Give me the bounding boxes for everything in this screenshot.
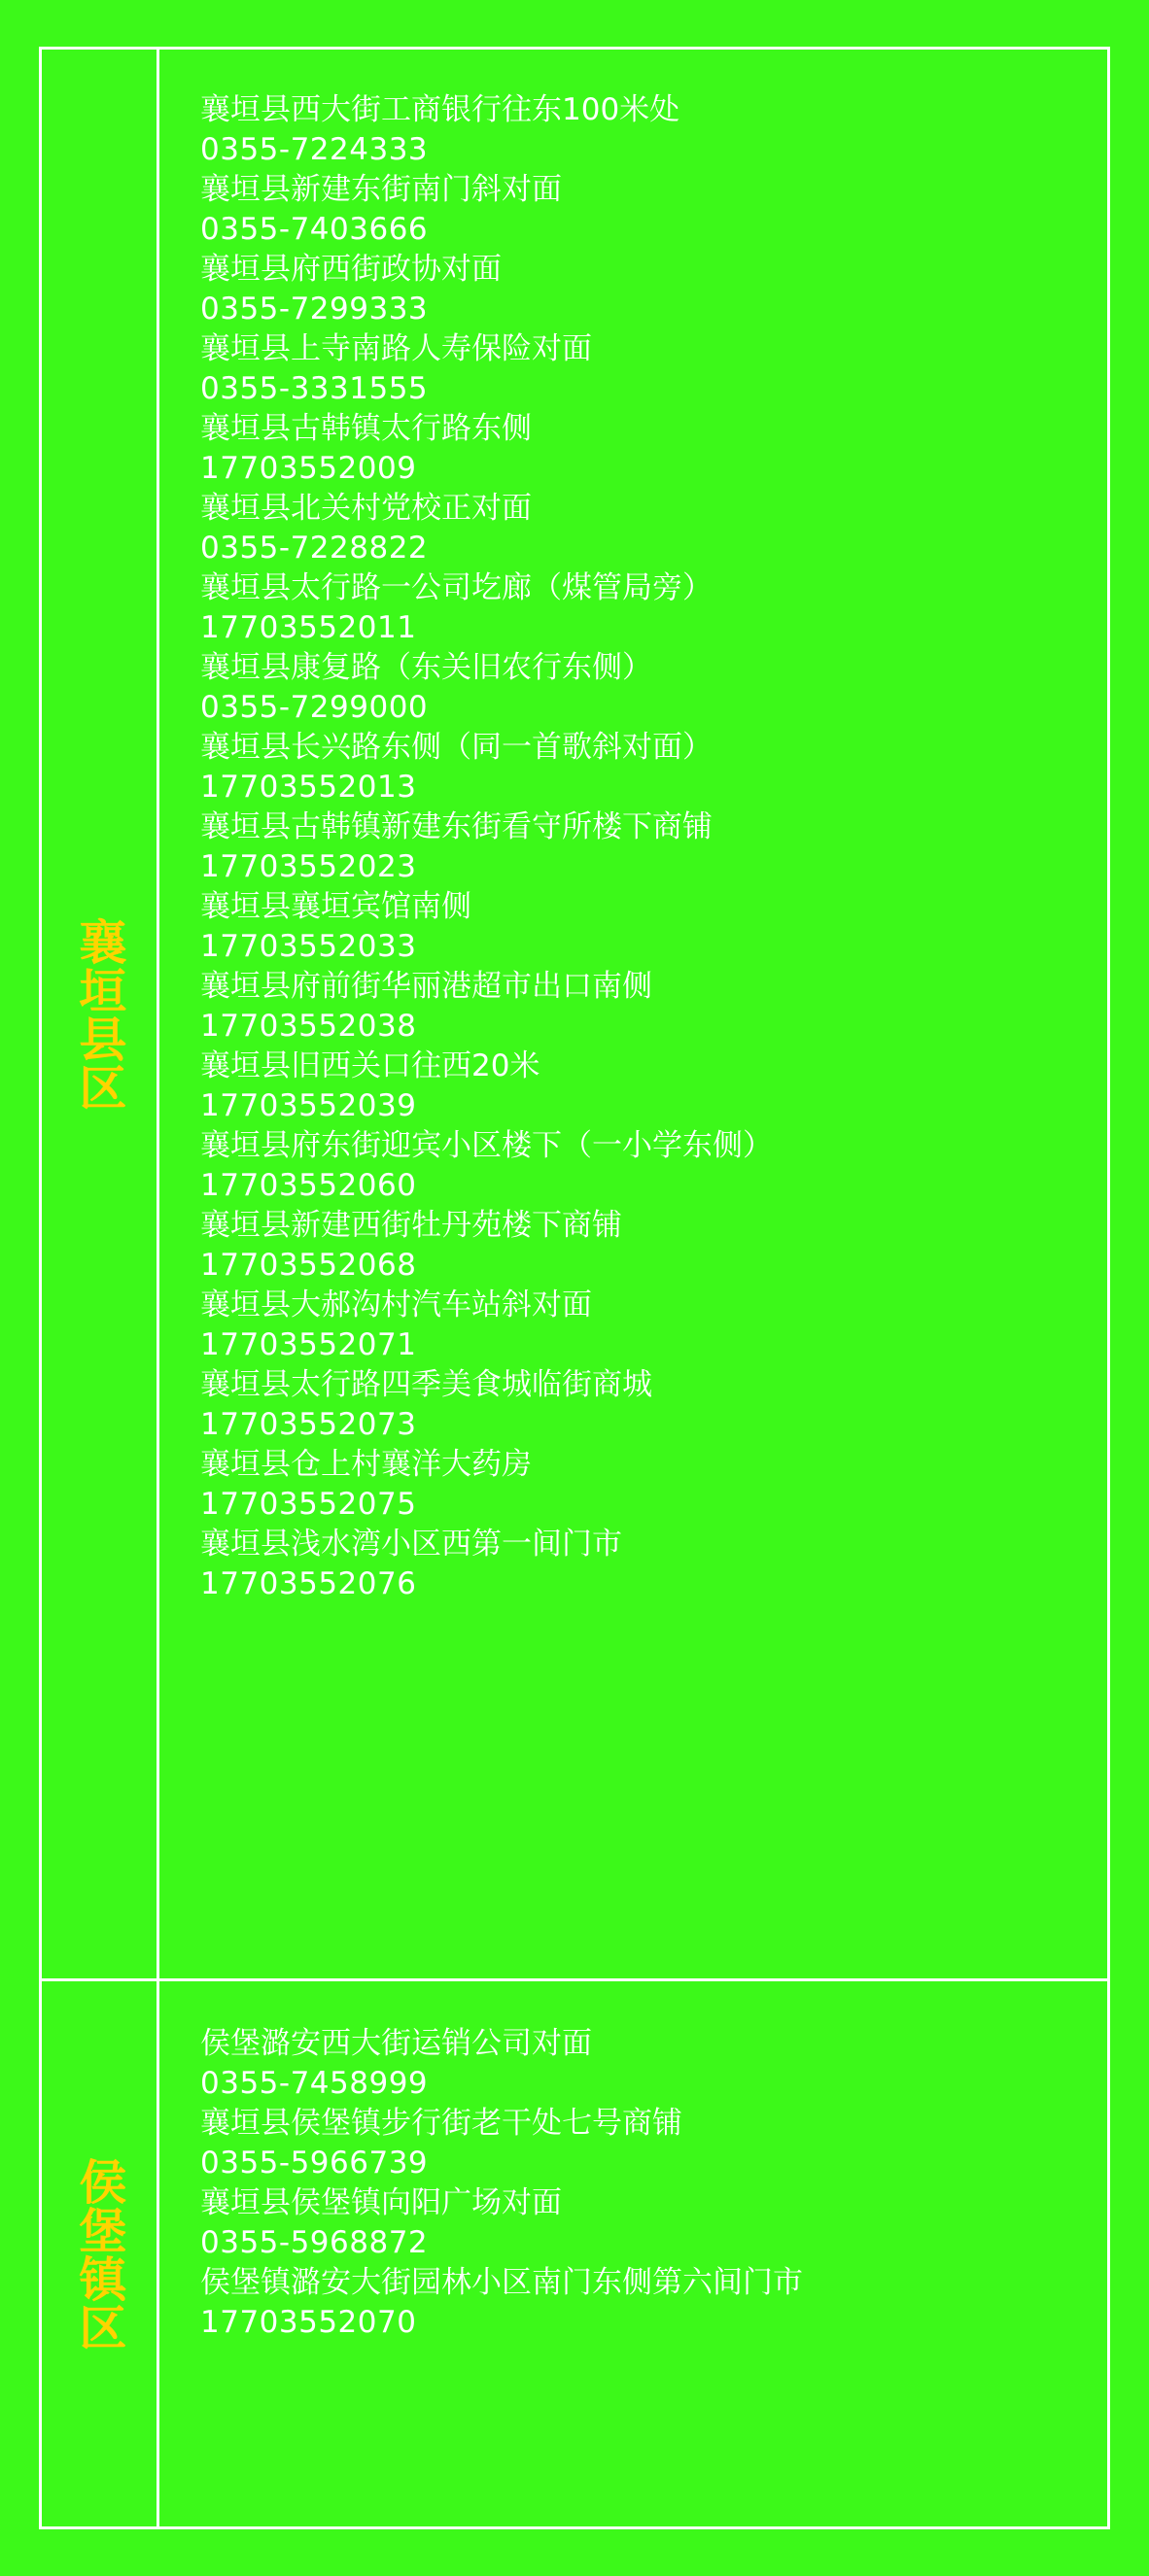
list-item [200, 489, 1092, 568]
address-text: 襄垣县太行路四季美食城临街商城 [200, 1367, 652, 1402]
list-item [200, 409, 1092, 489]
phone-text: 17703552033 [200, 929, 417, 964]
phone-text: 17703552009 [200, 451, 417, 486]
list-item [200, 807, 1092, 887]
address-text: 襄垣县侯堡镇步行街老干处七号商铺 [200, 2106, 682, 2141]
list-item [200, 568, 1092, 648]
list-item [200, 90, 1092, 170]
phone-text: 0355-7299333 [200, 292, 429, 326]
phone-text: 0355-7299000 [200, 690, 429, 725]
address-text: 襄垣县古韩镇新建东街看守所楼下商铺 [200, 809, 713, 844]
list-item [200, 1525, 1092, 1604]
phone-text: 17703552023 [200, 849, 417, 884]
list-item [200, 2263, 1092, 2343]
phone-text: 17703552068 [200, 1248, 417, 1283]
list-item [200, 329, 1092, 409]
list-item [200, 648, 1092, 728]
list-item [200, 170, 1092, 250]
phone-text: 0355-7228822 [200, 531, 429, 566]
address-text: 襄垣县上寺南路人寿保险对面 [200, 331, 592, 366]
phone-text: 17703552070 [200, 2305, 417, 2340]
phone-text: 17703552039 [200, 1088, 417, 1123]
address-text: 襄垣县仓上村襄洋大药房 [200, 1447, 532, 1482]
phone-text: 17703552013 [200, 770, 417, 805]
address-text: 襄垣县大郝沟村汽车站斜对面 [200, 1288, 592, 1322]
address-text: 襄垣县府东街迎宾小区楼下（一小学东侧） [200, 1128, 773, 1163]
locations-table [39, 47, 1110, 2529]
phone-text: 17703552038 [200, 1009, 417, 1044]
list-item [200, 2024, 1092, 2104]
address-text: 襄垣县浅水湾小区西第一间门市 [200, 1527, 622, 1562]
address-text: 襄垣县新建东街南门斜对面 [200, 172, 562, 207]
phone-text: 0355-7224333 [200, 132, 429, 167]
list-item [200, 1445, 1092, 1525]
location-list-houbao [159, 1981, 1107, 2526]
category-label: 侯堡镇区 [71, 2156, 127, 2352]
address-text: 襄垣县襄垣宾馆南侧 [200, 889, 471, 924]
address-text: 襄垣县古韩镇太行路东侧 [200, 411, 532, 446]
list-item [200, 728, 1092, 807]
address-text: 襄垣县北关村党校正对面 [200, 491, 532, 526]
category-cell-houbao [42, 1981, 159, 2526]
table-row [42, 50, 1107, 1981]
list-item [200, 967, 1092, 1047]
phone-text: 17703552075 [200, 1487, 417, 1522]
address-text: 襄垣县侯堡镇向阳广场对面 [200, 2185, 562, 2220]
address-text: 襄垣县府前街华丽港超市出口南侧 [200, 969, 652, 1004]
address-text: 襄垣县太行路一公司圪廊（煤管局旁） [200, 570, 713, 605]
phone-text: 17703552011 [200, 610, 417, 645]
list-item [200, 2104, 1092, 2183]
address-text: 襄垣县府西街政协对面 [200, 252, 502, 287]
category-cell-xiangyuan [42, 50, 159, 1978]
address-text: 侯堡潞安西大街运销公司对面 [200, 2026, 592, 2061]
list-item [200, 2183, 1092, 2263]
phone-text: 0355-7458999 [200, 2066, 429, 2101]
list-item [200, 1047, 1092, 1126]
address-text: 襄垣县长兴路东侧（同一首歌斜对面） [200, 730, 713, 765]
address-text: 襄垣县新建西街牡丹苑楼下商铺 [200, 1208, 622, 1243]
phone-text: 0355-5968872 [200, 2225, 429, 2260]
address-text: 襄垣县旧西关口往西20米 [200, 1048, 540, 1083]
list-item [200, 887, 1092, 967]
phone-text: 0355-5966739 [200, 2146, 429, 2181]
phone-text: 0355-3331555 [200, 371, 429, 406]
phone-text: 17703552073 [200, 1407, 417, 1442]
address-text: 襄垣县西大街工商银行往东100米处 [200, 92, 680, 127]
list-item [200, 1126, 1092, 1206]
list-item [200, 1365, 1092, 1445]
location-list-xiangyuan [159, 50, 1107, 1978]
list-item [200, 1206, 1092, 1286]
address-text: 侯堡镇潞安大街园林小区南门东侧第六间门市 [200, 2265, 803, 2300]
list-item [200, 1286, 1092, 1365]
phone-text: 17703552076 [200, 1566, 417, 1601]
phone-text: 17703552060 [200, 1168, 417, 1203]
list-item [200, 250, 1092, 329]
phone-text: 0355-7403666 [200, 212, 429, 247]
address-text: 襄垣县康复路（东关旧农行东侧） [200, 650, 652, 685]
table-row [42, 1981, 1107, 2526]
category-label: 襄垣县区 [71, 916, 127, 1112]
phone-text: 17703552071 [200, 1327, 417, 1362]
